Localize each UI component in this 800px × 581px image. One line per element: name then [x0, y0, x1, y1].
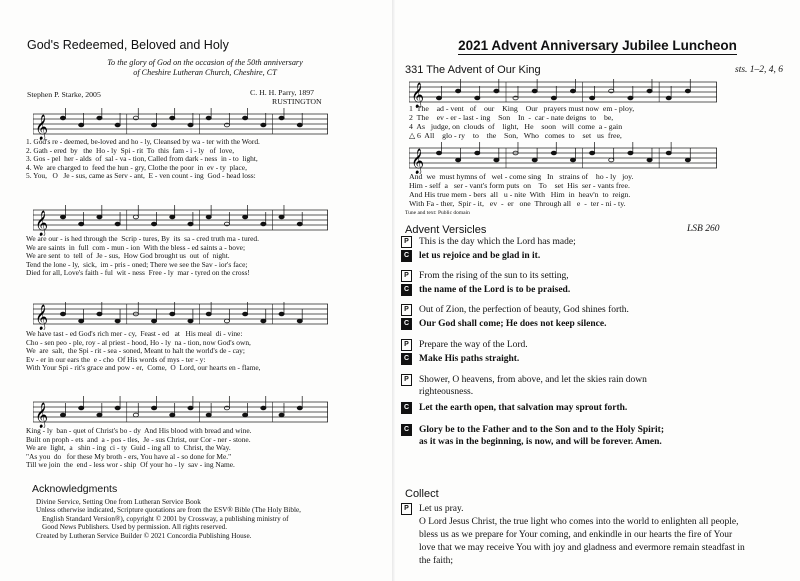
versicles-heading: Advent Versicles [405, 224, 487, 236]
lyric-line: We are sent to tell of Je - sus, How God brought us out of night. [26, 251, 230, 261]
note-head [243, 312, 248, 316]
note-head [297, 406, 302, 410]
note-head [115, 406, 120, 410]
advent-lyrics-1 [409, 104, 729, 140]
versicle-line: Our God shall come; He does not keep silence. [419, 319, 607, 329]
lyric-line: And His true mem - bers all u - nite With Him in heav'n to reign. [409, 190, 631, 199]
note-head [206, 312, 211, 316]
note-head [243, 215, 248, 219]
lyric-line: Cho - sen peo - ple, roy - al priest - hood, Ho - ly na - tion, now God's own, [26, 337, 251, 347]
hymn-composer: C. H. H. Parry, 1897 [250, 88, 315, 97]
note-head [532, 89, 537, 93]
note-head [436, 151, 441, 155]
lyric-line: Tend the lone - ly, sick, im - pris - oned; There we see the Sav - ior's face; [26, 259, 248, 269]
note-head [243, 413, 248, 417]
ack-line: Divine Service, Setting One from Lutheran Service Book [36, 498, 201, 506]
pastor-badge-icon: P [401, 503, 412, 515]
lyric-line: Ev - er in our ears the e - cho Of His words of mys - ter - y: [26, 354, 206, 364]
note-head [261, 123, 266, 127]
lyrics-block-4 [26, 427, 330, 470]
versicle-line: the name of the Lord is to be praised. [419, 285, 571, 295]
acknowledgments-text [36, 498, 336, 540]
left-page [0, 0, 395, 581]
lyric-line: With Your Spi - rit's grace and pow - er, Come, O Lord, our hearts en - flame, [26, 363, 261, 373]
versicle-text [419, 353, 759, 365]
music-staff-4 [33, 396, 328, 428]
music-staff-advent-2 [409, 142, 717, 174]
versicle-line: Prepare the way of the Lord. [419, 340, 528, 350]
note-head [590, 151, 595, 155]
lyric-line: 1. God's re - deemed, be-loved and ho - ly, Cleansed by wa - ter with the Word. [26, 137, 260, 146]
lyric-line: Till we join the end - less wor - ship Of your ho - ly sav - ing Name. [26, 460, 235, 470]
lyric-line: 2. Gath - ered by the Ho - ly Spi - rit To this fam - i - ly of love, [26, 145, 235, 155]
advent-lyrics-2 [409, 172, 729, 208]
versicle-text [419, 374, 759, 398]
note-head [279, 116, 284, 120]
note-head [224, 319, 229, 323]
note-head [609, 158, 614, 162]
note-head [551, 96, 556, 100]
lyric-line: 5. You, O Je - sus, came as Serv - ant, E - ven count - ing God - head loss: [26, 171, 256, 181]
note-head [297, 123, 302, 127]
pastor-badge-icon: P [401, 236, 412, 248]
note-head [60, 413, 65, 417]
note-head [151, 123, 156, 127]
versicle-line: Make His paths straight. [419, 354, 520, 364]
versicle-line: Shower, O heavens, from above, and let the skies rain down [419, 375, 647, 385]
treble-clef-icon: 𝄞 [35, 115, 49, 140]
lyric-line: We have tast - ed God's rich mer - cy, Feast - ed at His meal di - vine: [26, 329, 243, 338]
note-head [570, 89, 575, 93]
collect-heading: Collect [405, 488, 439, 500]
note-head [170, 413, 175, 417]
lyric-line: 4 As judge, on clouds of light, He soon will come a - gain [409, 122, 623, 131]
note-head [475, 96, 480, 100]
treble-clef-icon: 𝄞 [411, 83, 425, 108]
note-head [188, 222, 193, 226]
lyrics-block-2 [26, 235, 330, 278]
note-head [188, 123, 193, 127]
versicle-line: Out of Zion, the perfection of beauty, God shines forth. [419, 305, 629, 315]
note-head [279, 312, 284, 316]
page-title [395, 38, 800, 53]
note-head [97, 413, 102, 417]
note-head [261, 406, 266, 410]
note-head [456, 158, 461, 162]
versicle-text [419, 304, 759, 316]
lyric-line: △ 6 All glo - ry to the Son, Who comes to set us free, [409, 131, 622, 140]
lyric-line: And we must hymns of wel - come sing In strains of ho - ly joy. [409, 172, 634, 181]
ack-line: Created by Lutheran Service Builder © 2021 Concordia Publishing House. [36, 531, 252, 540]
versicle-line: as it was in the beginning, is now, and will be forever. Amen. [419, 437, 662, 447]
lyric-line: 2 The ev - er - last - ing Son In - car - nate deigns to be, [409, 113, 614, 122]
music-staff-1 [33, 108, 328, 140]
hymn-author: Stephen P. Starke, 2005 [27, 90, 101, 99]
page-title-text: 2021 Advent Anniversary Jubilee Luncheon [458, 38, 737, 53]
congregation-badge-icon: C [401, 402, 412, 414]
note-head [60, 312, 65, 316]
ack-line: Good News Publishers. Used by permission. All rights reserved. [42, 523, 228, 532]
note-head [666, 96, 671, 100]
versicle-line: Glory be to the Father and to the Son and to the Holy Spirit; [419, 425, 664, 435]
note-head [115, 123, 120, 127]
note-head [188, 406, 193, 410]
versicle-text [419, 339, 759, 351]
lyric-line: King - ly ban - quet of Christ's bo - dy And His blood with bread and wine. [26, 426, 252, 435]
note-head [115, 319, 120, 323]
lyrics-block-3 [26, 330, 330, 373]
note-head [170, 215, 175, 219]
note-head [151, 319, 156, 323]
note-head [436, 96, 441, 100]
note-head [647, 89, 652, 93]
note-head [297, 222, 302, 226]
note-head [170, 116, 175, 120]
versicle-text [419, 250, 759, 262]
hymn-tune-name: RUSTINGTON [272, 97, 322, 106]
note-head [79, 319, 84, 323]
versicle-text [419, 424, 759, 448]
treble-clef-icon: 𝄞 [35, 403, 49, 428]
note-head [570, 158, 575, 162]
lyric-line: Built on proph - ets and a - pos - tles, Je - sus Christ, our Cor - ner - stone. [26, 434, 251, 444]
note-head [79, 123, 84, 127]
lyric-line: "As you do for these My broth - ers, You have al - so done for Me." [26, 451, 232, 461]
treble-clef-icon: 𝄞 [35, 211, 49, 236]
note-head [494, 158, 499, 162]
versicles-reference: LSB 260 [687, 224, 720, 234]
hymn-title: God's Redeemed, Beloved and Holy [27, 38, 229, 52]
ack-line: Unless otherwise indicated, Scripture quotations are from the ESV® Bible (The Holy Bible, [36, 506, 301, 515]
note-head [97, 215, 102, 219]
note-head [133, 413, 138, 417]
note-head [685, 89, 690, 93]
note-head [97, 116, 102, 120]
versicle-line: This is the day which the Lord has made; [419, 237, 576, 247]
lyric-line: 3. Gos - pel her - alds of sal - va - tion, Called from dark - ness in - to light, [26, 154, 258, 164]
congregation-badge-icon: C [401, 284, 412, 296]
note-head [115, 222, 120, 226]
note-head [261, 319, 266, 323]
music-staff-3 [33, 298, 328, 330]
note-head [151, 222, 156, 226]
lyrics-block-1 [26, 138, 330, 181]
music-staff-2 [33, 204, 328, 236]
treble-clef-icon: 𝄞 [411, 149, 425, 174]
right-page [395, 0, 800, 581]
note-head [151, 406, 156, 410]
note-head [170, 312, 175, 316]
note-head [206, 215, 211, 219]
congregation-badge-icon: C [401, 424, 412, 436]
lyric-line: We are saints in full com - mun - ion With the bless - ed saints a - bove; [26, 242, 246, 252]
versicle-line: From the rising of the sun to its setting, [419, 271, 569, 281]
note-head [279, 215, 284, 219]
note-head [60, 116, 65, 120]
note-head [475, 151, 480, 155]
stanza-note: sts. 1–2, 4, 6 [735, 65, 784, 75]
lyric-line: 4. We are charged to feed the hun - gry, Clothe the poor in ev - ty place, [26, 162, 247, 172]
versicle-line: let us rejoice and be glad in it. [419, 251, 541, 261]
congregation-badge-icon: C [401, 250, 412, 262]
versicle-text [419, 270, 759, 282]
note-head [79, 222, 84, 226]
note-head [297, 319, 302, 323]
versicle-line: righteousness. [419, 387, 474, 397]
note-head [647, 158, 652, 162]
note-head [206, 116, 211, 120]
pastor-badge-icon: P [401, 270, 412, 282]
acknowledgments-heading: Acknowledgments [32, 483, 118, 495]
note-head [456, 89, 461, 93]
congregation-badge-icon: C [401, 318, 412, 330]
note-head [188, 319, 193, 323]
note-head [494, 89, 499, 93]
congregation-badge-icon: C [401, 353, 412, 365]
note-head [551, 151, 556, 155]
ack-line: English Standard Version®), copyright © 2001 by Crossway, a publishing ministry of [42, 514, 289, 523]
lyric-line: We are salt, the Spi - rit - sea - soned, Meant to halt the world's de - cay; [26, 346, 245, 356]
note-head [590, 96, 595, 100]
lyric-line: We are our - is hed through the Scrip - tures, By its sa - cred truth ma - tured. [26, 234, 259, 243]
lyric-line: Him - self a ser - vant's form puts on To set His ser - vants free. [409, 181, 630, 190]
treble-clef-icon: 𝄞 [35, 305, 49, 330]
dedication-line-2: of Cheshire Lutheran Church, Cheshire, CT [133, 68, 277, 77]
note-head [206, 413, 211, 417]
note-head [666, 151, 671, 155]
hymn-heading: 331 The Advent of Our King [405, 64, 541, 76]
versicle-text [419, 402, 759, 414]
note-head [279, 413, 284, 417]
pastor-badge-icon: P [401, 374, 412, 386]
versicle-text [419, 284, 759, 296]
note-head [261, 222, 266, 226]
lyric-line: 1 The ad - vent of our King Our prayers must now em - ploy, [409, 104, 635, 113]
note-head [60, 215, 65, 219]
note-head [243, 116, 248, 120]
pastor-badge-icon: P [401, 339, 412, 351]
note-head [628, 151, 633, 155]
versicle-text [419, 236, 759, 248]
note-head [79, 406, 84, 410]
pastor-badge-icon: P [401, 304, 412, 316]
collect-intro: Let us pray. [419, 504, 464, 514]
lyric-line: We are light, a shin - ing ci - ty Guid - ing all to Christ, the Way. [26, 443, 231, 453]
tune-credit: Tune and text: Public domain [405, 210, 470, 216]
dedication-line-1: To the glory of God on the occasion of the 50th anniversary [107, 58, 303, 67]
lyric-line: With Fa - ther, Spir - it, ev - er one Through all e - ter - ni - ty. [409, 199, 626, 208]
note-head [133, 215, 138, 219]
collect-prayer: O Lord Jesus Christ, the true light who comes into the world to enlighten all people, bless us as we prepare for Your coming, and enkindle in our hearts the fire of Your love that we may receive You with joy and gladness and evermore remain steadfast in the faith; [419, 517, 745, 566]
note-head [628, 96, 633, 100]
note-head [532, 158, 537, 162]
note-head [97, 312, 102, 316]
versicle-text [419, 318, 759, 330]
versicle-line: Let the earth open, that salvation may sprout forth. [419, 403, 628, 413]
note-head [685, 158, 690, 162]
lyric-line: Died for all, Love's faith - ful wit - ness Free - ly mar - tyred on the cross! [26, 268, 250, 278]
